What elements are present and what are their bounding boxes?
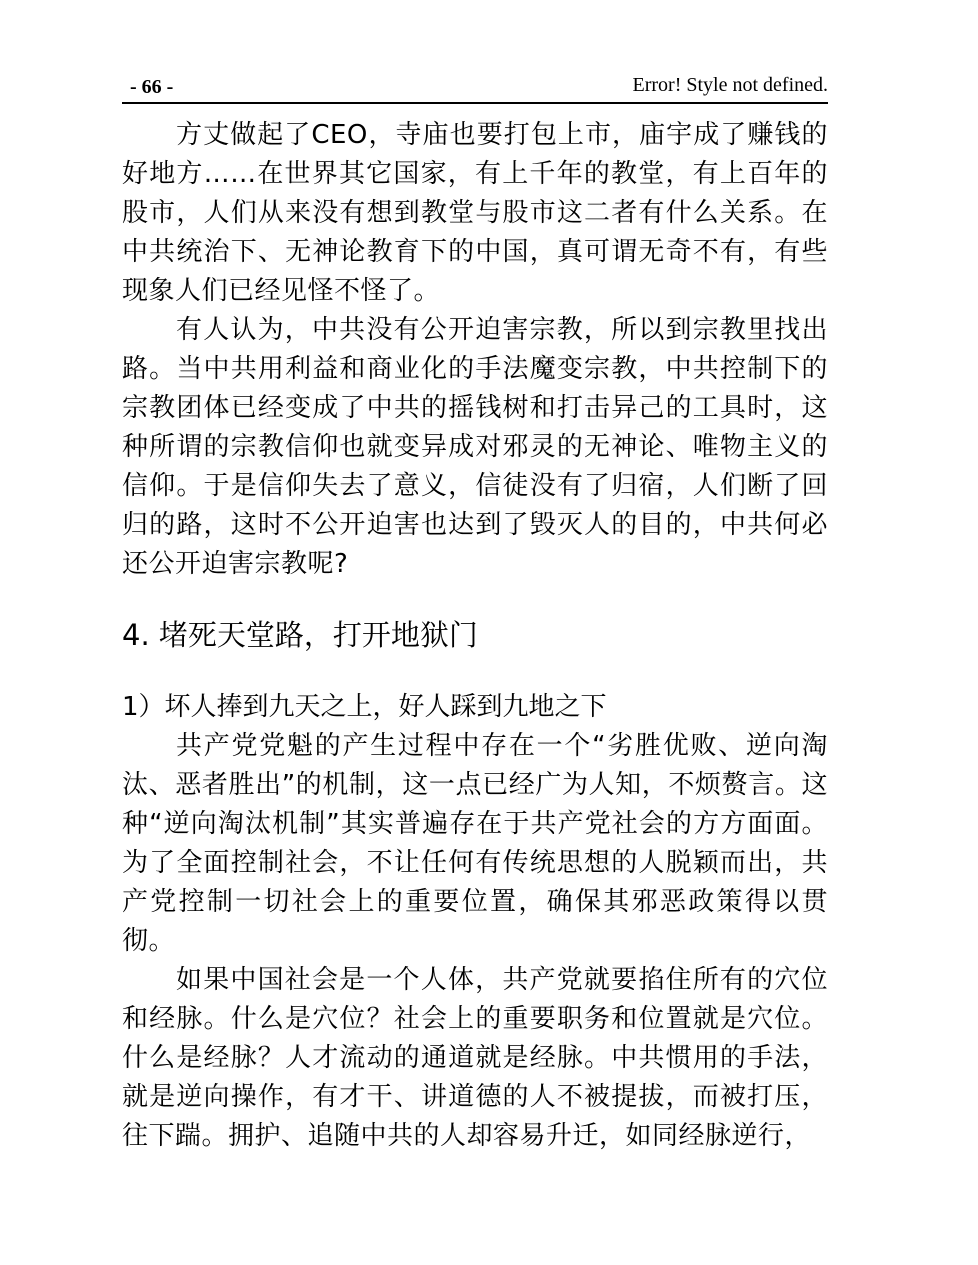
page-header xyxy=(122,68,828,104)
paragraph-2: 有人认为，中共没有公开迫害宗教，所以到宗教里找出路。当中共用利益和商业化的手法魔变宗教，中共控制下的宗教团体已经变成了中共的摇钱树和打击异己的工具时，这种所谓的宗教信仰也就变异成对邪灵的无神论、唯物主义的信仰。于是信仰失去了意义，信徒没有了归宿，人们断了回归的路，这时不公开迫害也达到了毁灭人的目的，中共何必还公开迫害宗教呢? xyxy=(122,315,828,579)
paragraph-4: 如果中国社会是一个人体，共产党就要掐住所有的穴位和经脉。什么是穴位？社会上的重要职务和位置就是穴位。什么是经脉？人才流动的通道就是经脉。中共惯用的手法，就是逆向操作，有才干、讲道德的人不被提拔，而被打压，往下踹。拥护、追随中共的人却容易升迁，如同经脉逆行， xyxy=(122,965,828,1151)
section-heading: 4. 堵死天堂路，打开地狱门 xyxy=(122,618,478,652)
running-head: Error! Style not defined. xyxy=(632,74,828,96)
subsection-heading: 1）坏人捧到九天之上，好人踩到九地之下 xyxy=(122,692,607,722)
paragraph-1: 方丈做起了CEO，寺庙也要打包上市，庙宇成了赚钱的好地方……在世界其它国家，有上千年的教堂，有上百年的股市，人们从来没有想到教堂与股市这二者有什么关系。在中共统治下、无神论教育下的中国，真可谓无奇不有，有些现象人们已经见怪不怪了。 xyxy=(122,120,828,306)
document-page xyxy=(122,68,828,1156)
body-text xyxy=(122,116,828,1156)
page-number: - 66 - xyxy=(130,76,174,98)
paragraph-3: 共产党党魁的产生过程中存在一个“劣胜优败、逆向淘汰、恶者胜出”的机制，这一点已经广为人知，不烦赘言。这种“逆向淘汰机制”其实普遍存在于共产党社会的方方面面。为了全面控制社会，不让任何有传统思想的人脱颖而出，共产党控制一切社会上的重要位置，确保其邪恶政策得以贯彻。 xyxy=(122,731,828,956)
